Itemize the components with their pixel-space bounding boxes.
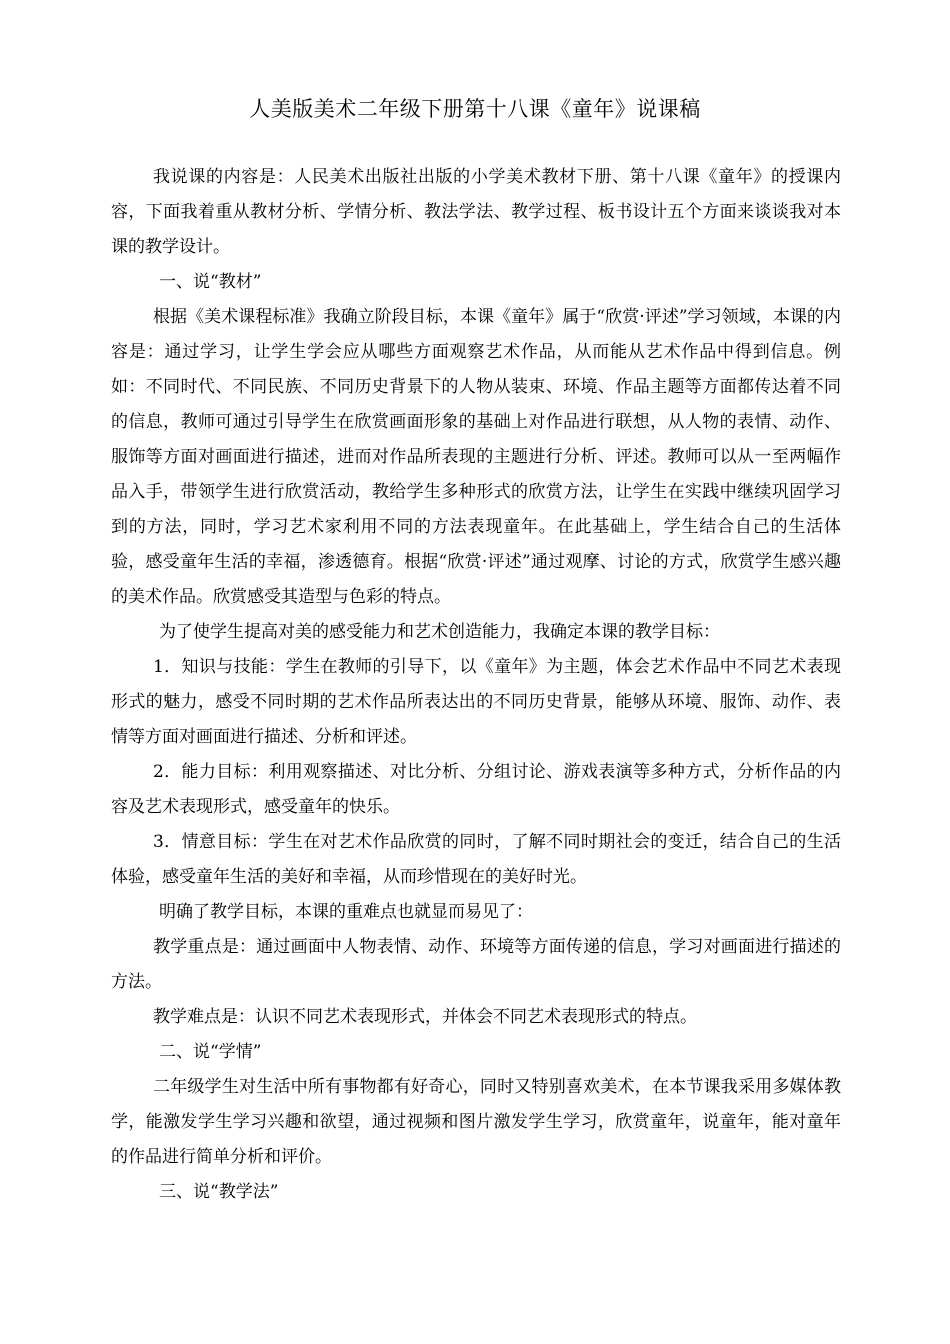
objective-ability-paragraph: 2．能力目标：利用观察描述、对比分析、分组讨论、游戏表演等多种方式，分析作品的内容及艺术表现形式，感受童年的快乐。 — [111, 762, 841, 817]
section-heading-methods: 三、说“教学法” — [159, 1182, 279, 1202]
section-heading-students: 二、说“学情” — [159, 1042, 262, 1062]
intro-paragraph: 我说课的内容是：人民美术出版社出版的小学美术教材下册、第十八课《童年》的授课内容，下面我着重从教材分析、学情分析、教法学法、教学过程、板书设计五个方面来谈谈我对本课的教学设计。 — [111, 167, 841, 257]
students-paragraph: 二年级学生对生活中所有事物都有好奇心，同时又特别喜欢美术，在本节课我采用多媒体教学，能激发学生学习兴趣和欲望，通过视频和图片激发学生学习，欣赏童年，说童年，能对童年的作品进行简单分析和评价。 — [111, 1077, 841, 1167]
section-heading-textbook: 一、说“教材” — [159, 272, 262, 292]
difficulty-paragraph: 教学难点是：认识不同艺术表现形式，并体会不同艺术表现形式的特点。 — [153, 1007, 697, 1027]
objective-knowledge-paragraph: 1．知识与技能：学生在教师的引导下，以《童年》为主题，体会艺术作品中不同艺术表现形式的魅力，感受不同时期的艺术作品所表达出的不同历史背景，能够从环境、服饰、动作、表情等方面对画面进行描述、分析和评述。 — [111, 657, 841, 747]
key-points-intro-paragraph: 明确了教学目标，本课的重难点也就显而易见了： — [159, 902, 533, 922]
document-title: 人美版美术二年级下册第十八课《童年》说课稿 — [249, 97, 701, 121]
objective-emotion-paragraph: 3．情意目标：学生在对艺术作品欣赏的同时，了解不同时期社会的变迁，结合自己的生活体验，感受童年生活的美好和幸福，从而珍惜现在的美好时光。 — [111, 832, 841, 887]
textbook-paragraph: 根据《美术课程标准》我确立阶段目标，本课《童年》属于“欣赏·评述”学习领域，本课的内容是：通过学习，让学生学会应从哪些方面观察艺术作品，从而能从艺术作品中得到信息。例如：不同时代、不同民族、不同历史背景下的人物从装束、环境、作品主题等方面都传达着不同的信息，教师可通过引导学生在欣赏画面形象的基础上对作品进行联想，从人物的表情、动作、服饰等方面对画面进行描述，进而对作品所表现的主题进行分析、评述。教师可以从一至两幅作品入手，带领学生进行欣赏活动，教给学生多种形式的欣赏方法，让学生在实践中继续巩固学习到的方法，同时，学习艺术家利用不同的方法表现童年。在此基础上，学生结合自己的生活体验，感受童年生活的幸福，渗透德育。根据“欣赏·评述”通过观摩、讨论的方式，欣赏学生感兴趣的美术作品。欣赏感受其造型与色彩的特点。 — [111, 307, 841, 607]
document-body — [111, 160, 841, 1210]
key-point-paragraph: 教学重点是：通过画面中人物表情、动作、环境等方面传递的信息，学习对画面进行描述的方法。 — [111, 937, 841, 992]
objectives-intro-paragraph: 为了使学生提高对美的感受能力和艺术创造能力，我确定本课的教学目标： — [159, 622, 720, 642]
